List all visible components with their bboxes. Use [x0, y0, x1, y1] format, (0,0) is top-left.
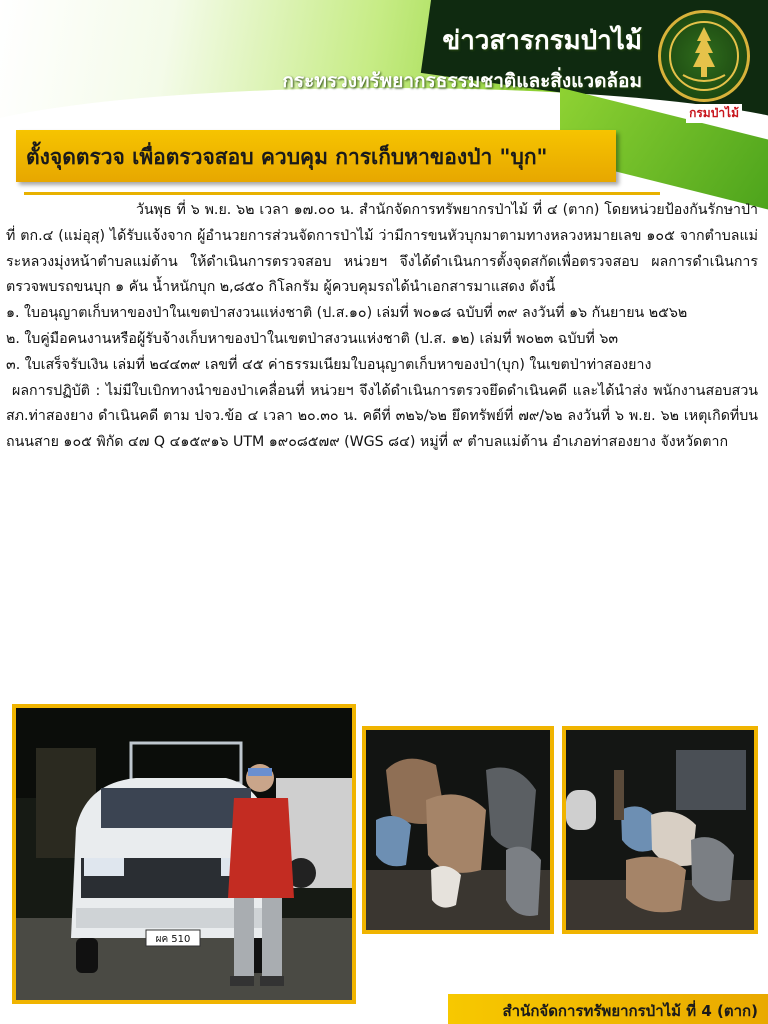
- document-item-1: ๑. ใบอนุญาตเก็บหาของป่าในเขตป่าสงวนแห่งชาติ (ป.ส.๑๐) เล่มที่ พ๐๑๘ ฉบับที่ ๓๙ ลงวันที่ ๑๖ กันยายน ๒๕๖๒: [6, 305, 688, 322]
- document-item-2: ๒. ใบคู่มือคนงานหรือผู้รับจ้างเก็บหาของป่าในเขตป่าสงวนแห่งชาติ (ป.ส. ๑๒) เล่มที่ พ๐๒๓ ฉบับที่ ๖๓: [6, 330, 619, 347]
- photo-truck-and-officer: [12, 704, 356, 1004]
- header-title: ข่าวสารกรมป่าไม้: [442, 26, 642, 56]
- document-item-3: ๓. ใบเสร็จรับเงิน เล่มที่ ๒๔๔๓๙ เลขที่ ๔๕ ค่าธรรมเนียมใบอนุญาตเก็บหาของป่า(บุก) ในเขตป่าท่าสองยาง: [6, 356, 652, 373]
- license-plate: ผค 510: [155, 934, 191, 945]
- headline: ตั้งจุดตรวจ เพื่อตรวจสอบ ควบคุม การเก็บหาของป่า "บุก": [26, 145, 548, 169]
- photo-konjac-sacks-2: [562, 726, 758, 934]
- article-result: ผลการปฏิบัติ : ไม่มีใบเบิกทางนำของป่าเคลื่อนที่ หน่วยฯ จึงได้ดำเนินการตรวจยึดดำเนินคดี และได้นำส่ง พนักงานสอบสวน สภ.ท่าสองยาง ดำเนินคดี ตาม ปจว.ข้อ ๔ เวลา ๒๐.๓๐ น. คดีที่ ๓๒๖/๖๒ ยึดทรัพย์ที่ ๗๙/๖๒ ลงวันที่ ๖ พ.ย. ๖๒ เหตุเกิดที่บนถนนสาย ๑๐๕ พิกัด ๔๗ Q ๔๑๕๙๑๖ UTM ๑๙๐๘๕๗๙ (WGS ๘๔) หมู่ที่ ๙ ตำบลแม่ต้าน อำเภอท่าสองยาง จังหวัดตาก: [6, 382, 758, 451]
- article-body: [6, 198, 758, 456]
- photo-konjac-sacks-1: [362, 726, 554, 934]
- footer-agency: สำนักจัดการทรัพยากรป่าไม้ ที่ 4 (ตาก): [502, 1002, 758, 1020]
- headline-bar: [16, 130, 616, 182]
- header-subtitle: กระทรวงทรัพยากรธรรมชาติและสิ่งแวดล้อม: [282, 70, 642, 92]
- royal-forest-department-emblem-icon: [658, 10, 750, 102]
- headline-underline: [24, 192, 660, 195]
- footer-bar: [448, 994, 768, 1024]
- article-intro: วันพุธ ที่ ๖ พ.ย. ๖๒ เวลา ๑๗.๐๐ น. สำนักจัดการทรัพยากรป่าไม้ ที่ ๔ (ตาก) โดยหน่วยป้องกันรักษาป่าที่ ตก.๔ (แม่อุสุ) ได้รับแจ้งจาก ผู้อำนวยการส่วนจัดการป่าไม้ ว่ามีการขนหัวบุกมาตามทางหลวงหมายเลข ๑๐๕ จากตำบลแม่ระหลวงมุ่งหน้าตำบลแม่ต้าน ให้ดำเนินการตรวจสอบ หน่วยฯ จึงได้ดำเนินการตั้งจุดสกัดเพื่อตรวจสอบ ผลการดำเนินการ ตรวจพบรถขนบุก ๑ คัน น้ำหนักบุก ๒,๘๕๐ กิโลกรัม ผู้ควบคุมรถได้นำเอกสารมาแสดง ดังนี้: [6, 202, 758, 296]
- emblem-caption: กรมป่าไม้: [686, 104, 742, 123]
